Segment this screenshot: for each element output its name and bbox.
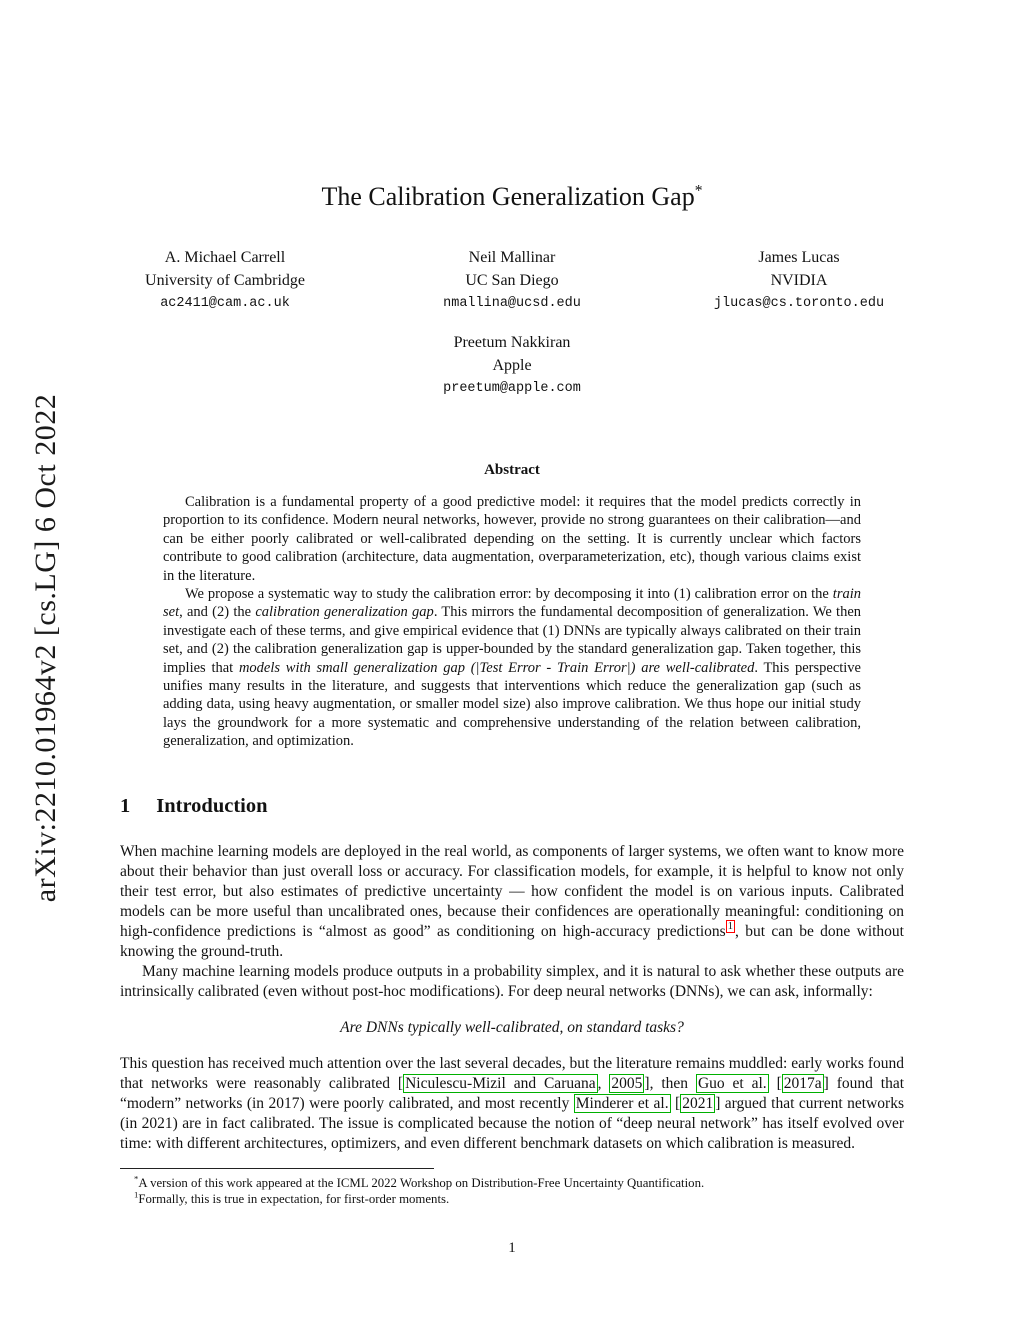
footnote-rule <box>120 1168 434 1169</box>
emphasis-text: calibration generalization gap <box>255 604 434 621</box>
footnote-ref-link[interactable]: 1 <box>727 921 733 933</box>
arxiv-watermark: arXiv:2210.01964v2 [cs.LG] 6 Oct 2022 <box>29 393 62 903</box>
text-segment: , but can be done without knowing the ground-truth. <box>120 922 904 960</box>
intro-paragraph-1 <box>120 842 904 962</box>
text-segment: , <box>597 1074 610 1092</box>
section-heading-introduction <box>120 795 904 818</box>
citation-link[interactable]: Guo et al. <box>697 1074 767 1092</box>
emphasis-text: models with small generalization gap (|Test Error - Train Error|) are well-calibrated <box>238 659 755 676</box>
paper-page <box>120 0 904 1208</box>
author-card <box>407 246 617 315</box>
emphasis-text: train set <box>163 585 861 621</box>
page-number: 1 <box>508 1240 516 1256</box>
text-segment: When machine learning models are deployed in the real world, as components of larger systems, we often want to know more about their behavior than just overall loss or accuracy. For classification models, for example, it is helpful to know not only their test error, but also estimates of predictive uncertainty — how confident the model is on various inputs. Calibrated models can be more useful than uncalibrated ones, because their confidences are operationally meaningful: conditioning on high-confidence predictions is “almost as good” as conditioning on high-accuracy predictions <box>120 842 904 940</box>
footnote-marker: 1 <box>134 1189 139 1200</box>
text-segment: . This perspective unifies many results in the literature, and suggests that interventions which reduce the generalization gap (such as adding data, using heavy augmentation, or smaller model size) also improve calibration. We thus hope our initial study lays the groundwork for a more systematic and comprehensive understanding of the relation between calibration, generalization, and optimization. <box>163 659 861 750</box>
citation-link[interactable]: 2005 <box>611 1074 643 1092</box>
footnote-marker: * <box>134 1173 139 1184</box>
intro-paragraph-2: Many machine learning models produce outputs in a probability simplex, and it is natural to ask whether these outputs are intrinsically calibrated (even without post-hoc modifications). For deep neural networks (DNNs), we can ask, informally: <box>120 962 904 1000</box>
author-card <box>694 246 904 315</box>
text-segment: We propose a systematic way to study the calibration error: by decomposing it into (1) calibration error on the <box>185 585 833 602</box>
author-card <box>407 331 617 400</box>
abstract-heading: Abstract <box>484 461 540 478</box>
intro-centered-question: Are DNNs typically well-calibrated, on standard tasks? <box>340 1018 684 1036</box>
paper-title <box>120 182 904 212</box>
text-segment: . This mirrors the fundamental decomposition of generalization. We then investigate each of these terms, and give empirical evidence that (1) DNNs are typically always calibrated on their train set, and (2) the calibration generalization gap is upper-bounded by the standard generalization gap. Taken together, this implies that <box>163 604 861 676</box>
author-affiliation: Apple <box>492 356 532 374</box>
author-email[interactable]: jlucas@cs.toronto.edu <box>713 295 885 311</box>
abstract-section <box>163 493 861 751</box>
citation-link[interactable]: 2021 <box>682 1094 714 1112</box>
text-segment: A version of this work appeared at the ICML 2022 Workshop on Distribution-Free Uncertainty Quantification. <box>138 1175 705 1190</box>
author-name: A. Michael Carrell <box>164 248 286 266</box>
author-email[interactable]: nmallina@ucsd.edu <box>443 295 581 311</box>
section-number: 1 <box>120 794 131 817</box>
author-affiliation: UC San Diego <box>465 271 559 289</box>
footnote-1 <box>120 1191 904 1208</box>
text-segment: ] found that “modern” networks (in 2017) were poorly calibrated, and most recently <box>120 1074 905 1112</box>
author-affiliation: University of Cambridge <box>145 271 305 289</box>
author-block-row-1 <box>120 246 904 315</box>
author-card <box>120 246 330 315</box>
footnote-star <box>120 1175 904 1192</box>
citation-link[interactable]: 2017a <box>783 1074 822 1092</box>
text-segment: ] argued that current networks (in 2021) are in fact calibrated. The issue is complicated because the notion of “deep neural network” has itself evolved over time: with different architectures, optimizers, and even different benchmark datasets on which calibration is measured. <box>120 1094 904 1152</box>
text-segment: [ <box>768 1074 782 1092</box>
abstract-paragraph-1: Calibration is a fundamental property of a good predictive model: it requires that the model predicts correctly in proportion to its confidence. Modern neural networks, however, provide no strong guarantees on their calibration—and can be either poorly calibrated or well-calibrated depending on the setting. It is currently unclear which factors contribute to good calibration (architecture, data augmentation, overparameterization, etc), though various claims exist in the literature. <box>163 493 861 584</box>
text-segment: [ <box>670 1094 681 1112</box>
text-segment: ], then <box>644 1074 696 1092</box>
text-segment: Formally, this is true in expectation, for first-order moments. <box>138 1192 450 1207</box>
author-block-row-2 <box>120 331 904 400</box>
author-email[interactable]: ac2411@cam.ac.uk <box>160 295 290 311</box>
citation-link[interactable]: Minderer et al. <box>575 1094 669 1112</box>
author-name: James Lucas <box>758 248 840 266</box>
abstract-paragraph-2 <box>163 585 861 751</box>
title-footnote-marker: * <box>694 182 703 200</box>
author-affiliation: NVIDIA <box>770 271 828 289</box>
text-segment: , and (2) the <box>179 604 256 621</box>
citation-link[interactable]: Niculescu-Mizil and Caruana <box>405 1074 596 1092</box>
paper-title-text: The Calibration Generalization Gap <box>321 182 695 211</box>
intro-paragraph-3 <box>120 1054 904 1154</box>
author-email[interactable]: preetum@apple.com <box>443 380 581 396</box>
author-name: Neil Mallinar <box>468 248 556 266</box>
author-name: Preetum Nakkiran <box>453 333 571 351</box>
section-title: Introduction <box>156 794 268 817</box>
text-segment: This question has received much attention over the last several decades, but the literature remains muddled: early works found that networks were reasonably calibrated [ <box>120 1054 904 1092</box>
